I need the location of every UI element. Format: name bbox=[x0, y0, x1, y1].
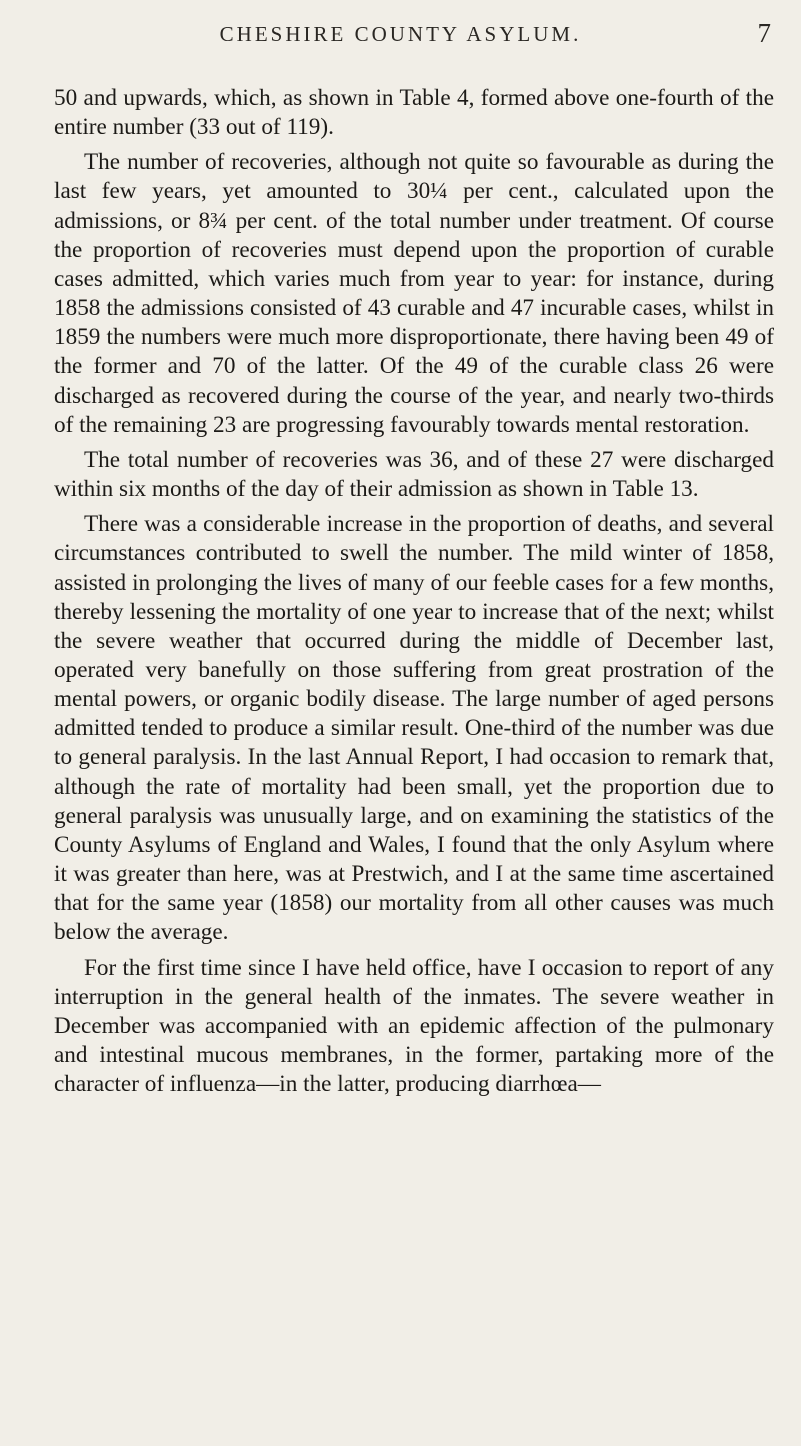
paragraph-total-recoveries: The total number of recoveries was 36, and of these 27 were discharged within six months of the day of their admission as shown in Table 13. bbox=[54, 446, 774, 503]
running-head: CHESHIRE COUNTY ASYLUM. bbox=[219, 22, 582, 46]
paragraph-deaths: There was a considerable increase in the proportion of deaths, and several circumstances contributed to swell the number. The mild winter of 1858, assisted in prolonging the lives of many of our feeble cases for a few months, thereby lessening the mortality of one year to increase that of the next; whilst the severe weather that occurred during the middle of December last, operated very banefully on those suffering from great prostration of the mental powers, or organic bodily disease. The large number of aged persons admitted tended to produce a similar result. One-third of the number was due to general paralysis. In the last Annual Report, I had occasion to remark that, although the rate of mortality had been small, yet the proportion due to general paralysis was unusually large, and on examining the statistics of the County Asylums of England and Wales, I found that the only Asylum where it was greater than here, was at Prestwich, and I at the same time ascertained that for the same year (1858) our mortality from all other causes was much below the average. bbox=[54, 511, 774, 946]
paragraph-general-health: For the first time since I have held office, have I occasion to report of any interruption in the general health of the inmates. The severe weather in December was accompanied with an epidemic affection of the pulmonary and intestinal mucous membranes, in the former, partaking more of the character of influenza—in the latter, producing diarrhœa— bbox=[54, 954, 774, 1098]
paragraph-recoveries: The number of recoveries, although not quite so favourable as during the last few years, yet amounted to 30¼ per cent., calculated upon the admissions, or 8¾ per cent. of the total number under treatment. Of course the proportion of recoveries must depend upon the proportion of curable cases admitted, which varies much from year to year: for instance, during 1858 the admissions consisted of 43 curable and 47 incurable cases, whilst in 1859 the numbers were much more disproportionate, there having been 49 of the former and 70 of the latter. Of the 49 of the curable class 26 were discharged as recovered during the course of the year, and nearly two-thirds of the remaining 23 are progressing favourably towards mental restoration. bbox=[54, 149, 774, 438]
body-text bbox=[54, 84, 774, 1105]
page-header bbox=[0, 14, 801, 54]
page-number: 7 bbox=[757, 18, 771, 48]
paragraph-age-table: 50 and upwards, which, as shown in Table 4, formed above one-fourth of the entire number (33 out of 119). bbox=[54, 85, 774, 141]
